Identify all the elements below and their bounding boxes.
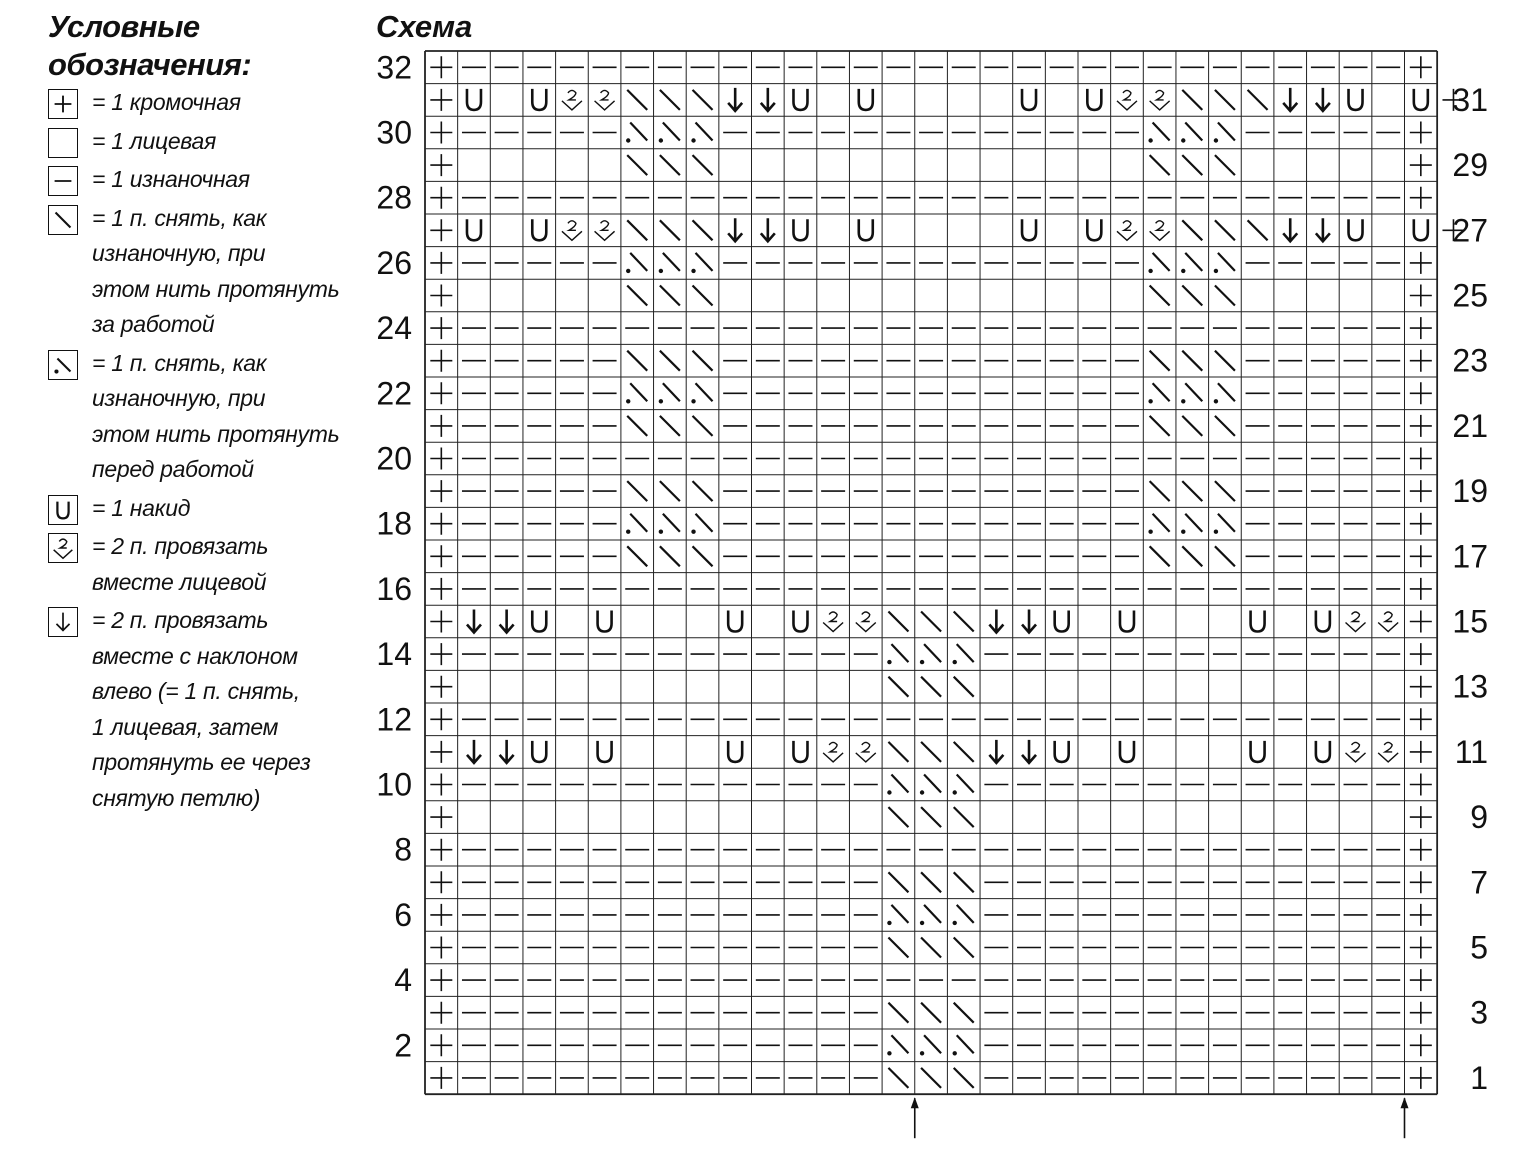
yarn-over xyxy=(1349,89,1363,110)
slip-back-stitch xyxy=(627,351,647,371)
slip-back-stitch xyxy=(660,351,680,371)
ssk-stitch xyxy=(1022,610,1036,633)
slip-front-stitch xyxy=(920,905,941,925)
slip-back-stitch xyxy=(1182,155,1202,175)
ssk-stitch xyxy=(1283,218,1297,241)
chart-grid xyxy=(425,51,1437,1094)
slip-back-stitch xyxy=(1215,546,1235,566)
edge-stitch xyxy=(1410,643,1432,665)
legend-text-knit: = 1 лицевая xyxy=(92,127,216,154)
slip-back-stitch xyxy=(1248,90,1268,110)
yarn-over xyxy=(1120,741,1134,762)
slip-front-stitch xyxy=(887,905,908,925)
yarn-over xyxy=(1316,741,1330,762)
edge-stitch xyxy=(1410,480,1432,502)
edge-stitch xyxy=(430,545,452,567)
edge-stitch xyxy=(430,611,452,633)
edge-stitch xyxy=(1410,415,1432,437)
edge-stitch xyxy=(430,219,452,241)
slip-back-stitch xyxy=(1215,155,1235,175)
edge-stitch xyxy=(1410,513,1432,535)
yarn-over xyxy=(1055,611,1069,632)
edge-stitch xyxy=(430,774,452,796)
edge-stitch xyxy=(1410,578,1432,600)
slip-back-stitch xyxy=(1150,351,1170,371)
edge-stitch xyxy=(1410,382,1432,404)
edge-stitch xyxy=(430,350,452,372)
edge-stitch xyxy=(430,415,452,437)
yarn-over xyxy=(1022,219,1036,240)
slip-front-stitch xyxy=(1214,514,1235,534)
slip-front-stitch xyxy=(1181,383,1202,403)
ssk-stitch xyxy=(728,88,742,111)
k2tog-stitch xyxy=(1346,742,1366,762)
slip-back-stitch xyxy=(627,220,647,240)
slip-front-stitch xyxy=(920,644,941,664)
slip-back-stitch xyxy=(1182,546,1202,566)
row-label-left: 30 xyxy=(376,114,412,151)
legend-text-slip-back: = 1 п. снять, как изнаночную, при этом нить протянуть за работой xyxy=(92,204,340,337)
ssk-stitch xyxy=(500,740,514,763)
edge-stitch xyxy=(430,317,452,339)
slip-back-stitch xyxy=(954,742,974,762)
k2tog-stitch xyxy=(1378,612,1398,632)
slip-back-stitch xyxy=(660,286,680,306)
slip-front-stitch xyxy=(920,1035,941,1055)
row-label-right: 31 xyxy=(1452,81,1488,118)
yarn-over xyxy=(1349,219,1363,240)
yarn-over xyxy=(859,219,873,240)
yarn-over xyxy=(598,611,612,632)
k2tog-stitch xyxy=(1117,90,1137,110)
k2tog-stitch xyxy=(1150,221,1170,241)
slip-front-stitch xyxy=(626,383,647,403)
slip-back-stitch xyxy=(693,286,713,306)
row-label-left: 22 xyxy=(376,375,412,412)
ssk-stitch xyxy=(1316,218,1330,241)
yarn-over xyxy=(793,89,807,110)
edge-stitch xyxy=(430,89,452,111)
slip-back-stitch xyxy=(921,807,941,827)
edge-stitch xyxy=(430,122,452,144)
yarn-over xyxy=(1414,219,1428,240)
yarn-over xyxy=(728,611,742,632)
edge-stitch xyxy=(430,1034,452,1056)
slip-back-stitch xyxy=(921,742,941,762)
edge-stitch xyxy=(1410,1002,1432,1024)
slip-front-stitch xyxy=(887,1035,908,1055)
yarn-over xyxy=(1022,89,1036,110)
slip-front-stitch xyxy=(626,514,647,534)
ssk-stitch xyxy=(1283,88,1297,111)
row-label-right: 29 xyxy=(1452,147,1488,184)
row-label-right: 23 xyxy=(1452,342,1488,379)
edge-stitch xyxy=(1410,904,1432,926)
row-label-right: 5 xyxy=(1470,929,1488,966)
k2tog-stitch xyxy=(823,742,843,762)
row-label-right: 13 xyxy=(1452,668,1488,705)
edge-stitch xyxy=(430,382,452,404)
row-label-left: 2 xyxy=(394,1027,412,1064)
slip-back-stitch xyxy=(627,286,647,306)
ssk-stitch xyxy=(989,610,1003,633)
slip-front-stitch xyxy=(691,123,712,143)
slip-back-stitch xyxy=(627,481,647,501)
ssk-stitch xyxy=(761,88,775,111)
slip-back-stitch xyxy=(627,155,647,175)
edge-stitch xyxy=(430,741,452,763)
slip-back-stitch xyxy=(1215,286,1235,306)
slip-back-stitch xyxy=(921,872,941,892)
slip-back-stitch xyxy=(1150,481,1170,501)
slip-back-stitch xyxy=(921,1068,941,1088)
slip-front-stitch xyxy=(691,253,712,273)
repeat-marker-arrow xyxy=(1401,1097,1409,1138)
slip-back-stitch xyxy=(627,90,647,110)
slip-back-stitch xyxy=(888,872,908,892)
edge-stitch xyxy=(430,56,452,78)
edge-stitch xyxy=(1410,937,1432,959)
yarn-over xyxy=(859,89,873,110)
slip-front-stitch xyxy=(953,1035,974,1055)
slip-back-stitch xyxy=(1182,286,1202,306)
slip-back-stitch xyxy=(1182,481,1202,501)
row-label-left: 6 xyxy=(394,896,412,933)
ssk-stitch xyxy=(989,740,1003,763)
legend-title-line1: Условные xyxy=(48,9,200,44)
slip-back-stitch xyxy=(660,416,680,436)
slip-back-stitch xyxy=(1150,286,1170,306)
yarn-over xyxy=(1251,741,1265,762)
slip-front-stitch xyxy=(953,775,974,795)
slip-back-stitch xyxy=(921,677,941,697)
repeat-marker-arrow xyxy=(911,1097,919,1138)
slip-back-stitch xyxy=(1215,351,1235,371)
slip-back-stitch xyxy=(660,481,680,501)
slip-back-stitch xyxy=(660,90,680,110)
yarn-over xyxy=(793,611,807,632)
slip-back-stitch xyxy=(693,155,713,175)
slip-back-stitch xyxy=(954,612,974,632)
row-label-right: 27 xyxy=(1452,212,1488,249)
yarn-over xyxy=(1316,611,1330,632)
legend-text-yarn-over: = 1 накид xyxy=(92,494,191,521)
edge-stitch xyxy=(1410,56,1432,78)
edge-stitch xyxy=(1410,545,1432,567)
slip-back-stitch xyxy=(660,546,680,566)
slip-back-stitch xyxy=(888,1068,908,1088)
edge-stitch xyxy=(1410,774,1432,796)
row-label-left: 12 xyxy=(376,701,412,738)
row-label-left: 8 xyxy=(394,831,412,868)
edge-stitch xyxy=(1410,676,1432,698)
yarn-over xyxy=(1414,89,1428,110)
edge-stitch xyxy=(1410,871,1432,893)
slip-back-stitch xyxy=(888,742,908,762)
slip-back-stitch xyxy=(1215,90,1235,110)
slip-back-stitch xyxy=(1182,220,1202,240)
slip-back-stitch xyxy=(888,938,908,958)
edge-stitch xyxy=(1410,187,1432,209)
edge-stitch xyxy=(430,969,452,991)
row-label-left: 28 xyxy=(376,179,412,216)
edge-stitch xyxy=(1410,611,1432,633)
row-label-right: 21 xyxy=(1452,407,1488,444)
yarn-over xyxy=(532,89,546,110)
slip-back-stitch xyxy=(693,481,713,501)
row-label-left: 24 xyxy=(376,310,412,347)
k2tog-stitch xyxy=(1378,742,1398,762)
edge-stitch xyxy=(1410,806,1432,828)
edge-stitch xyxy=(1410,1034,1432,1056)
edge-stitch xyxy=(1410,350,1432,372)
slip-back-stitch xyxy=(1150,416,1170,436)
row-label-left: 26 xyxy=(376,244,412,281)
edge-stitch xyxy=(430,643,452,665)
ssk-stitch xyxy=(728,218,742,241)
slip-back-stitch xyxy=(888,807,908,827)
slip-back-stitch xyxy=(1215,481,1235,501)
slip-back-stitch xyxy=(693,546,713,566)
slip-back-stitch xyxy=(1215,220,1235,240)
edge-stitch xyxy=(1410,448,1432,470)
row-label-right: 1 xyxy=(1470,1059,1488,1096)
slip-back-stitch xyxy=(888,1003,908,1023)
edge-stitch xyxy=(430,448,452,470)
k2tog-stitch xyxy=(562,90,582,110)
yarn-over xyxy=(1120,611,1134,632)
legend-title-line2: обозначения: xyxy=(48,47,252,82)
row-label-left: 20 xyxy=(376,440,412,477)
yarn-over xyxy=(598,741,612,762)
ssk-stitch xyxy=(467,610,481,633)
slip-front-stitch xyxy=(1181,123,1202,143)
schema-title: Схема xyxy=(376,9,473,44)
slip-front-stitch xyxy=(1181,253,1202,273)
slip-back-stitch xyxy=(627,416,647,436)
ssk-stitch xyxy=(467,740,481,763)
yarn-over xyxy=(467,219,481,240)
edge-stitch xyxy=(430,187,452,209)
slip-back-stitch xyxy=(954,677,974,697)
slip-front-stitch xyxy=(626,123,647,143)
row-label-right: 7 xyxy=(1470,864,1488,901)
edge-stitch xyxy=(1410,252,1432,274)
slip-front-stitch xyxy=(659,123,680,143)
edge-stitch xyxy=(430,1067,452,1089)
slip-front-stitch xyxy=(920,775,941,795)
edge-stitch xyxy=(430,154,452,176)
slip-back-stitch xyxy=(1248,220,1268,240)
slip-back-stitch xyxy=(954,1068,974,1088)
slip-front-stitch xyxy=(953,644,974,664)
yarn-over xyxy=(1251,611,1265,632)
edge-stitch xyxy=(430,285,452,307)
k2tog-stitch xyxy=(823,612,843,632)
slip-back-stitch xyxy=(954,1003,974,1023)
row-label-left: 18 xyxy=(376,505,412,542)
edge-stitch xyxy=(430,806,452,828)
slip-back-stitch xyxy=(627,546,647,566)
edge-stitch xyxy=(1410,741,1432,763)
edge-stitch xyxy=(430,252,452,274)
slip-front-stitch xyxy=(659,514,680,534)
legend-text-k2tog: = 2 п. провязать вместе лицевой xyxy=(92,533,269,595)
yarn-over xyxy=(728,741,742,762)
legend-text-ssk: = 2 п. провязать вместе с наклоном влево (= 1 п. снять, 1 лицевая, затем протянуть ее через снятую петлю) xyxy=(92,607,311,811)
slip-back-stitch xyxy=(1182,90,1202,110)
k2tog-stitch xyxy=(1150,90,1170,110)
row-label-left: 4 xyxy=(394,962,412,999)
slip-back-stitch xyxy=(954,807,974,827)
edge-stitch xyxy=(430,1002,452,1024)
slip-back-stitch xyxy=(1182,351,1202,371)
yarn-over xyxy=(1087,89,1101,110)
slip-back-stitch xyxy=(1150,546,1170,566)
row-label-left: 32 xyxy=(376,49,412,86)
row-label-right: 9 xyxy=(1470,799,1488,836)
slip-front-stitch xyxy=(1214,383,1235,403)
slip-back-stitch xyxy=(660,220,680,240)
slip-front-stitch xyxy=(887,775,908,795)
yarn-over xyxy=(467,89,481,110)
ssk-stitch xyxy=(761,218,775,241)
slip-front-stitch xyxy=(691,383,712,403)
edge-stitch xyxy=(430,708,452,730)
row-label-right: 25 xyxy=(1452,277,1488,314)
slip-back-stitch xyxy=(888,612,908,632)
yarn-over xyxy=(793,219,807,240)
row-label-left: 16 xyxy=(376,570,412,607)
slip-back-stitch xyxy=(954,938,974,958)
edge-stitch xyxy=(1410,122,1432,144)
slip-front-stitch xyxy=(691,514,712,534)
edge-stitch xyxy=(430,513,452,535)
slip-front-stitch xyxy=(1148,383,1169,403)
edge-stitch xyxy=(430,839,452,861)
legend-text-purl: = 1 изнаночная xyxy=(92,166,250,192)
yarn-over xyxy=(532,611,546,632)
slip-back-stitch xyxy=(693,416,713,436)
k2tog-stitch xyxy=(1117,221,1137,241)
slip-back-stitch xyxy=(693,220,713,240)
row-label-right: 11 xyxy=(1454,733,1488,770)
slip-front-stitch xyxy=(1214,123,1235,143)
slip-back-stitch xyxy=(1215,416,1235,436)
edge-stitch xyxy=(1410,708,1432,730)
edge-stitch xyxy=(1410,317,1432,339)
k2tog-stitch xyxy=(595,90,615,110)
slip-back-stitch xyxy=(1182,416,1202,436)
yarn-over xyxy=(793,741,807,762)
k2tog-stitch xyxy=(595,221,615,241)
edge-stitch xyxy=(430,937,452,959)
slip-front-stitch xyxy=(1148,253,1169,273)
k2tog-stitch xyxy=(1346,612,1366,632)
k2tog-stitch xyxy=(856,742,876,762)
legend-text-slip-front: = 1 п. снять, как изнаночную, при этом нить протянуть перед работой xyxy=(92,349,340,482)
edge-stitch xyxy=(430,871,452,893)
slip-back-stitch xyxy=(888,677,908,697)
slip-back-stitch xyxy=(693,351,713,371)
yarn-over xyxy=(532,219,546,240)
ssk-stitch xyxy=(1022,740,1036,763)
slip-back-stitch xyxy=(954,872,974,892)
row-label-left: 14 xyxy=(376,636,412,673)
edge-stitch xyxy=(1410,1067,1432,1089)
edge-stitch xyxy=(1410,285,1432,307)
k2tog-stitch xyxy=(562,221,582,241)
ssk-stitch xyxy=(1316,88,1330,111)
slip-back-stitch xyxy=(921,612,941,632)
yarn-over xyxy=(1087,219,1101,240)
edge-stitch xyxy=(430,676,452,698)
slip-back-stitch xyxy=(921,938,941,958)
yarn-over xyxy=(1055,741,1069,762)
edge-stitch xyxy=(430,480,452,502)
row-label-right: 17 xyxy=(1452,538,1488,575)
row-label-right: 15 xyxy=(1452,603,1488,640)
slip-back-stitch xyxy=(921,1003,941,1023)
yarn-over xyxy=(532,741,546,762)
row-label-right: 3 xyxy=(1470,994,1488,1031)
slip-front-stitch xyxy=(1214,253,1235,273)
edge-stitch xyxy=(430,904,452,926)
slip-front-stitch xyxy=(659,253,680,273)
ssk-stitch xyxy=(500,610,514,633)
edge-stitch xyxy=(1410,154,1432,176)
slip-front-stitch xyxy=(1181,514,1202,534)
k2tog-stitch xyxy=(856,612,876,632)
slip-front-stitch xyxy=(953,905,974,925)
slip-front-stitch xyxy=(1148,514,1169,534)
edge-stitch xyxy=(1410,969,1432,991)
slip-back-stitch xyxy=(693,90,713,110)
edge-stitch xyxy=(1410,839,1432,861)
legend-text-edge: = 1 кромочная xyxy=(92,89,241,115)
slip-front-stitch xyxy=(1148,123,1169,143)
slip-back-stitch xyxy=(660,155,680,175)
slip-front-stitch xyxy=(626,253,647,273)
edge-stitch xyxy=(430,578,452,600)
row-label-left: 10 xyxy=(376,766,412,803)
row-label-right: 19 xyxy=(1452,473,1488,510)
slip-front-stitch xyxy=(659,383,680,403)
slip-front-stitch xyxy=(887,644,908,664)
slip-back-stitch xyxy=(1150,155,1170,175)
